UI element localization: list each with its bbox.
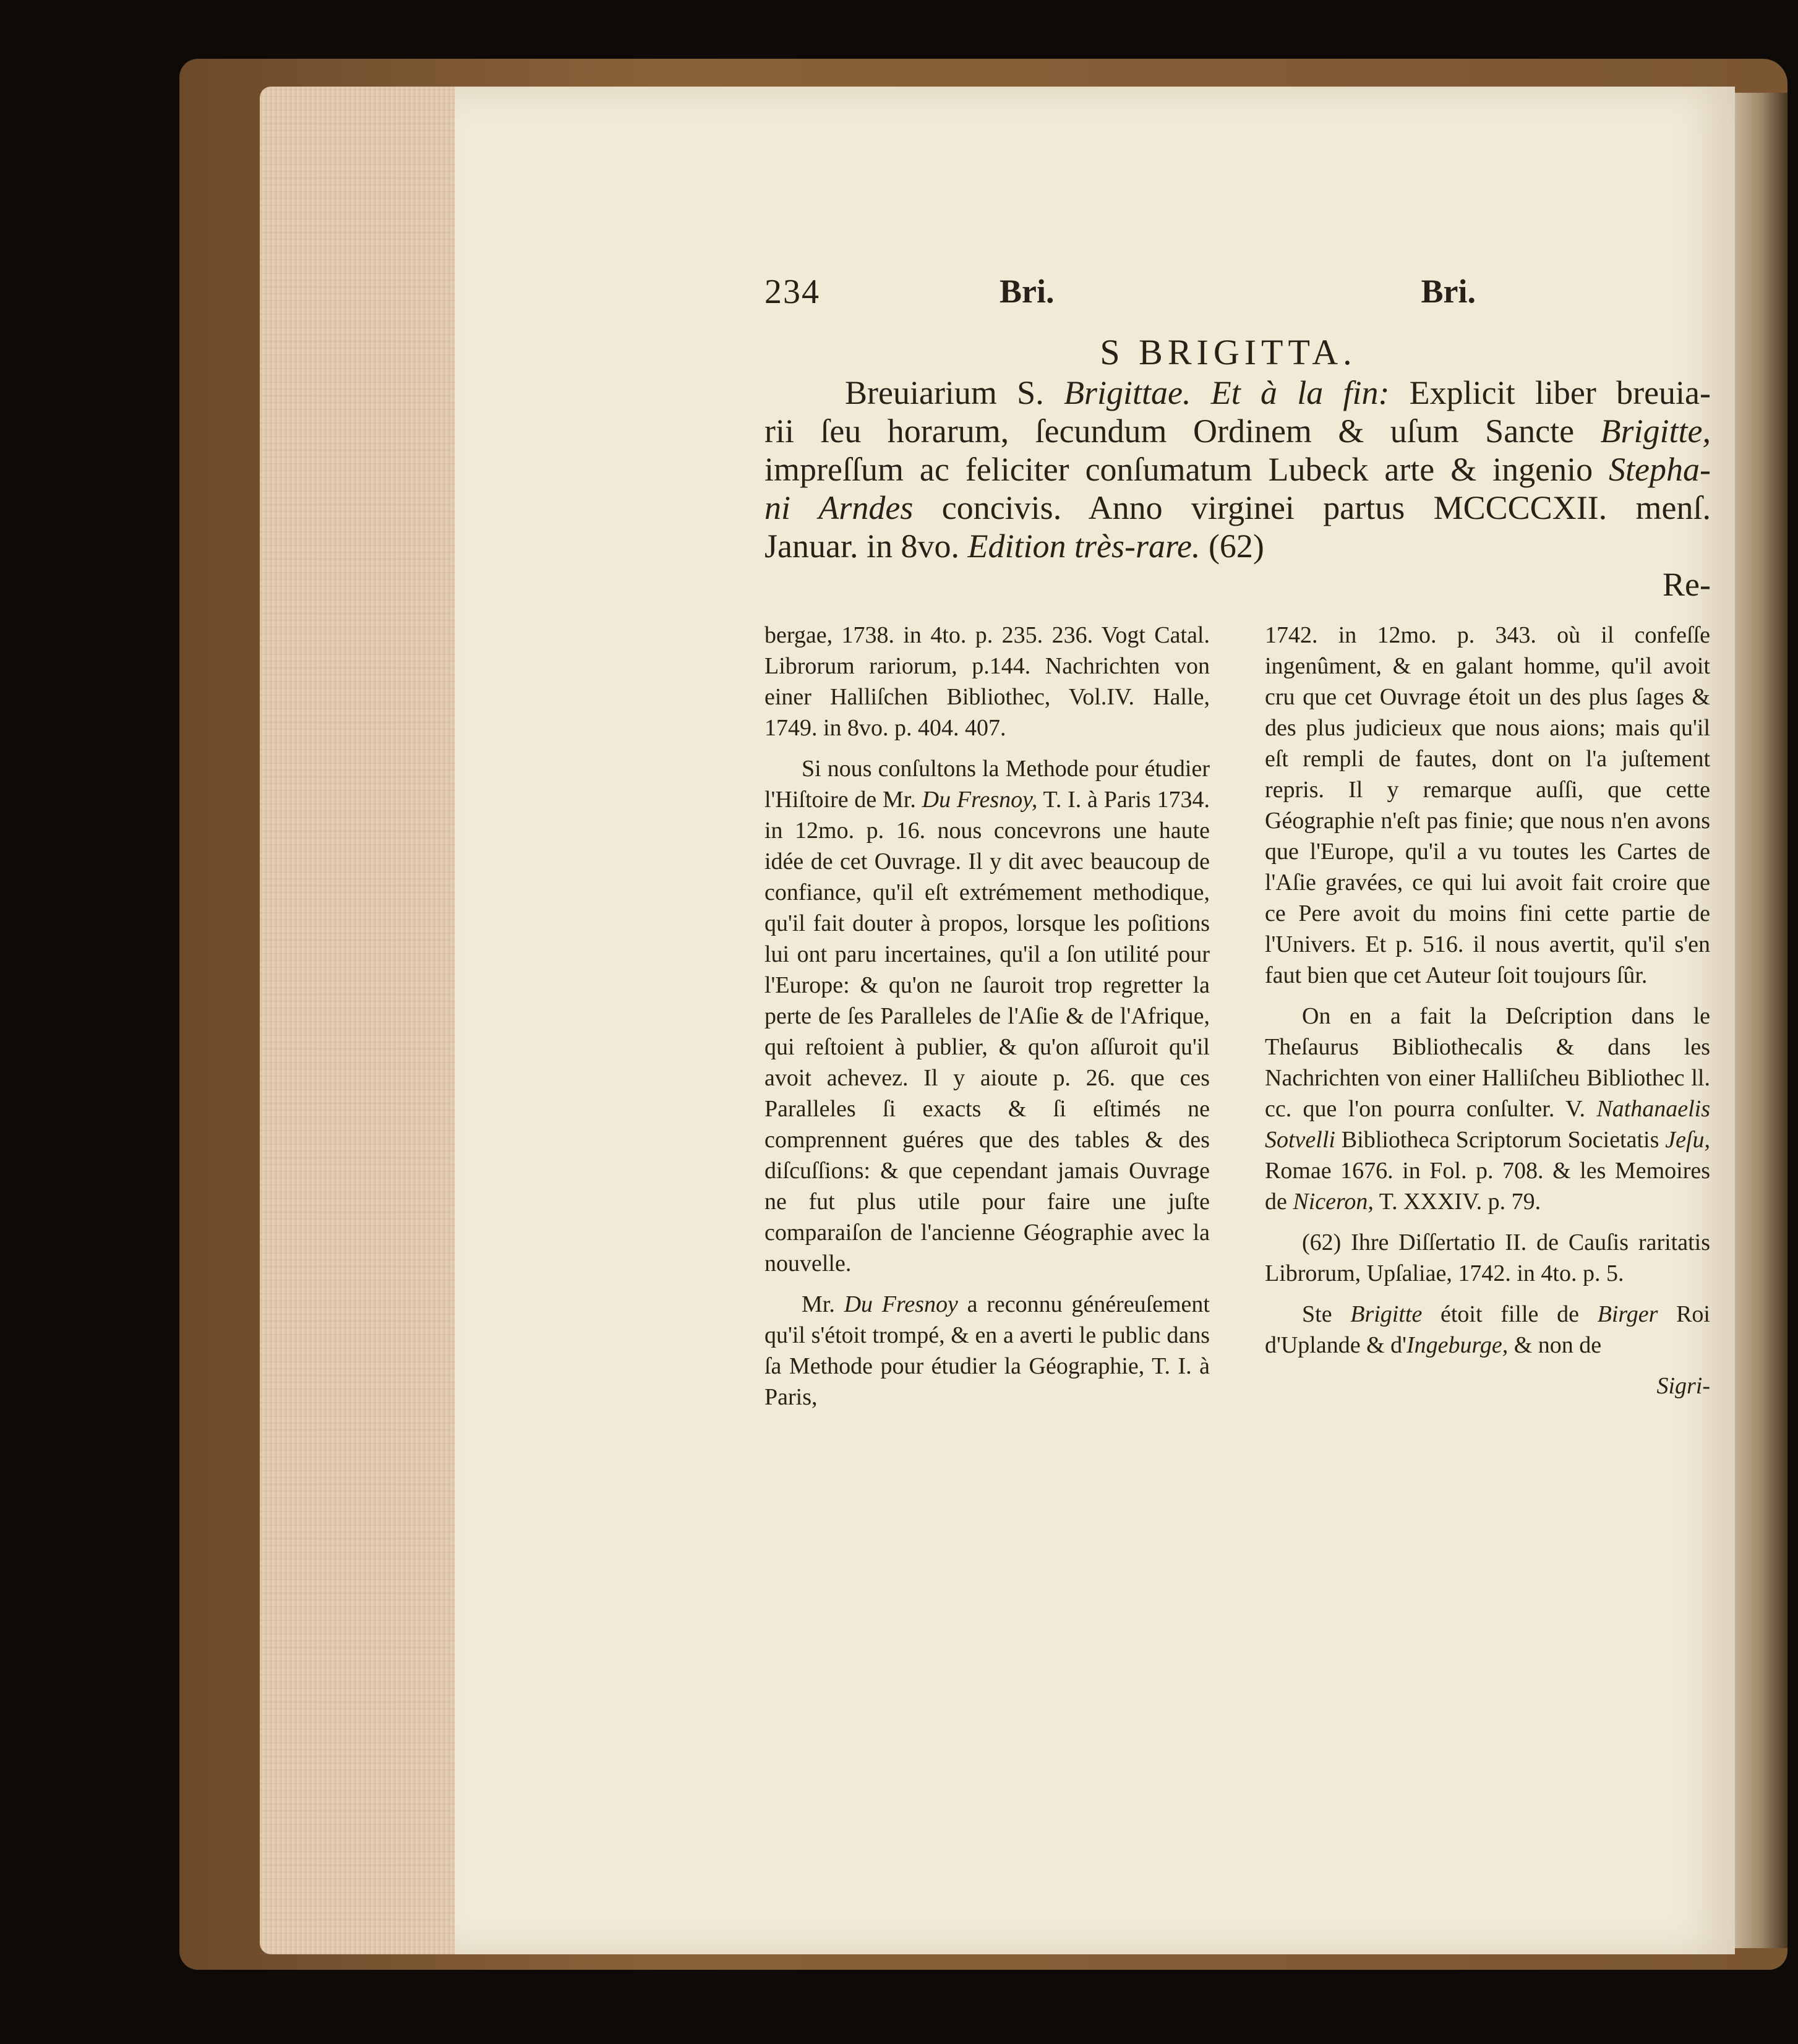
catchword: Sigri- — [1656, 1373, 1710, 1399]
footnote: (62) Ihre Diſſertatio II. de Cauſis raritatis Librorum, Upſaliae, 1742. in 4to. p. 5. — [1265, 1229, 1710, 1286]
entry-line: rii ſeu horarum, ſecundum Ordinem & uſum Sancte Brigitte, — [764, 413, 1711, 450]
entry-body — [764, 374, 1711, 604]
entry-line: impreſſum ac feliciter conſumatum Lubeck arte & ingenio Stepha- — [764, 451, 1711, 488]
paragraph: 1742. in 12mo. p. 343. où il confeſſe ingenûment, & en galant homme, qu'il avoit cru que cet Ouvrage étoit un des plus ſages & des plus judicieux que nous aions; mais qu'il eſt rempli de fautes, dont on l'a juſtement repris. Il y remarque auſſi, que cette Géographie n'eſt pas finie; que nous n'en avons que l'Europe, qu'il a vu toutes les Cartes de l'Aſie gravées, ce qui lui avoit fait croire que ce Pere avoit du moins fini cette partie de l'Univers. Et p. 516. il nous avertit, qu'il s'en faut bien que cet Auteur ſoit toujours ſûr. — [1265, 622, 1710, 988]
page-number: 234 — [764, 273, 820, 311]
running-head-left: Bri. — [1000, 273, 1055, 310]
paragraph: bergae, 1738. in 4to. p. 235. 236. Vogt Catal. Librorum rariorum, p.144. Nachrichten von einer Halliſchen Bibliothec, Vol.IV. Halle, 1749. in 8vo. p. 404. 407. — [764, 622, 1210, 741]
right-column — [1265, 620, 1710, 1401]
entry-title: S BRIGITTA. — [1100, 332, 1357, 372]
running-head-right: Bri. — [1421, 273, 1476, 310]
catchword: Re- — [1663, 566, 1711, 603]
paragraph: Si nous conſultons la Methode pour étudier l'Hiſtoire de Mr. Du Fresnoy, T. I. à Paris 1734. in 12mo. p. 16. nous concevrons une haute idée de cet Ouvrage. Il y dit avec beaucoup de confiance, qu'il eſt extrémement methodique, qu'il fait douter à propos, lorsque les poſitions lui ont paru incertaines, qu'il a ſon utilité pour l'Europe: & qu'on ne ſauroit trop regretter la perte de ſes Paralleles de l'Aſie & de l'Afrique, qui reſtoient à publier, & qu'on aſſuroit qu'il avoit achevez. Il y aioute p. 26. que ces Paralleles ſi exacts & ſi eſtimés ne comprennent guéres que des tables & des diſcuſſions: & que cependant jamais Ouvrage ne fut plus utile pour faire une juſte comparaiſon de l'ancienne Géographie avec la nouvelle. — [764, 756, 1210, 1276]
entry-line: ni Arndes concivis. Anno virginei partus MCCCCXII. menſ. — [764, 489, 1711, 526]
page-edges — [260, 87, 464, 1954]
entry-line: Breuiarium S. Brigittae. Et à la fin: Explicit liber breuia- — [845, 374, 1711, 411]
paragraph: Mr. Du Fresnoy a reconnu généreuſement qu'il s'étoit trompé, & en a averti le public dans ſa Methode pour étudier la Géographie, T. I. à Paris, — [764, 1291, 1210, 1410]
running-head — [764, 272, 1476, 315]
paragraph: Ste Brigitte étoit fille de Birger Roi d'Uplande & d'Ingeburge, & non de — [1265, 1301, 1710, 1358]
paragraph: On en a fait la Deſcription dans le Theſaurus Bibliothecalis & dans les Nachrichten von einer Halliſcheu Bibliothec ll. cc. que l'on pourra conſulter. V. Nathanaelis Sotvelli Bibliotheca Scriptorum Societatis Jeſu, Romae 1676. in Fol. p. 708. & les Memoires de Niceron, T. XXXIV. p. 79. — [1265, 1003, 1710, 1215]
left-column — [764, 620, 1210, 1422]
entry-line: Januar. in 8vo. Edition très-rare. (62) — [764, 528, 1264, 565]
